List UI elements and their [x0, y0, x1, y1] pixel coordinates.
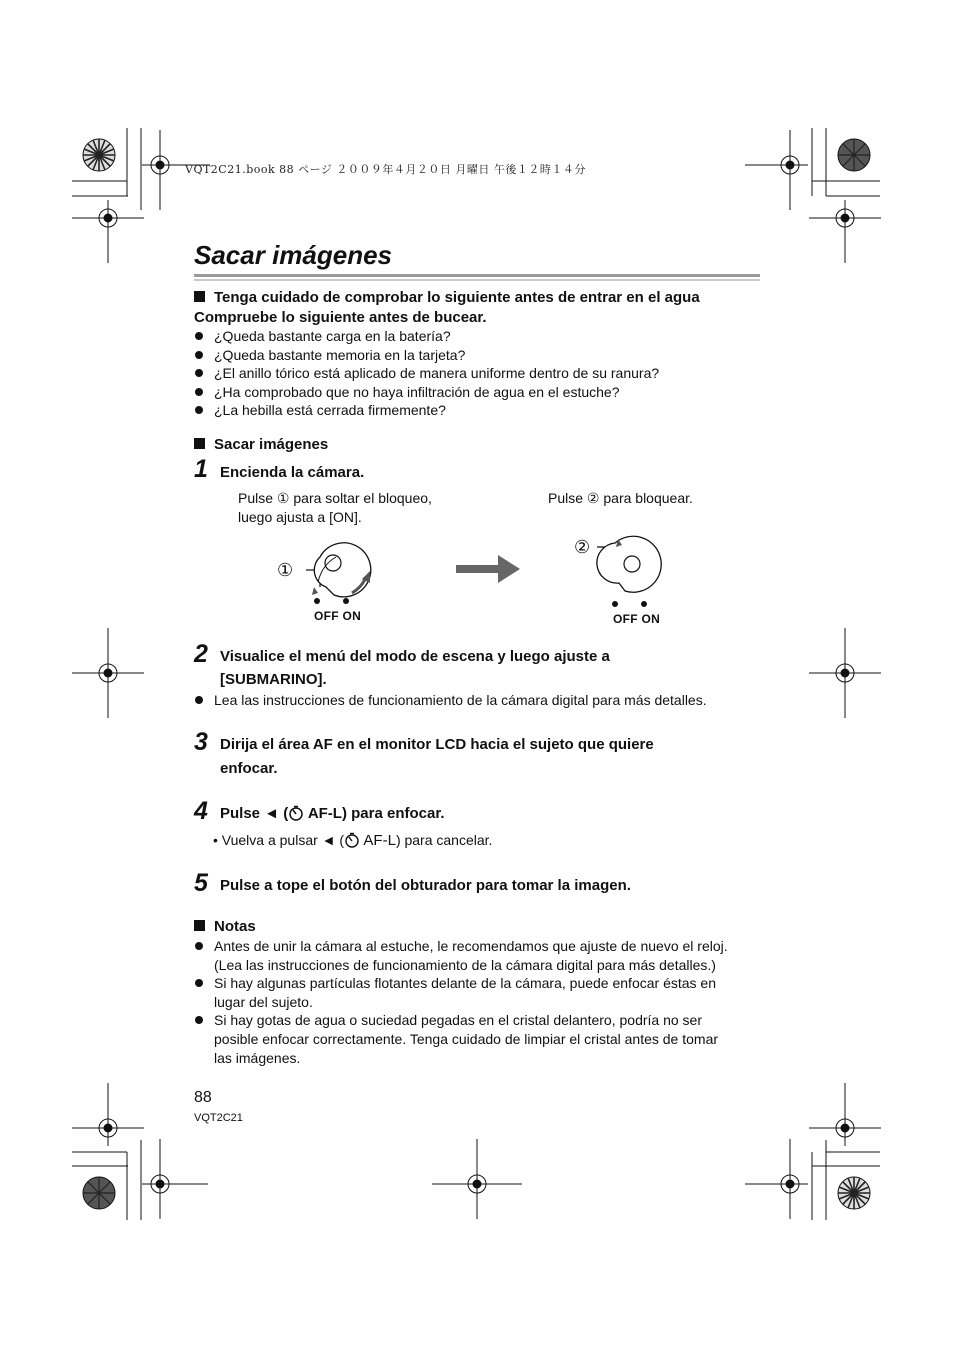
list-item: Si hay algunas partículas flotantes delante de la cámara, puede enfocar éstas en lugar del sujeto. [194, 974, 774, 1011]
bullet-icon [195, 1016, 203, 1024]
square-bullet-icon [194, 438, 205, 449]
notes-heading: Notas [194, 917, 256, 937]
step-5-text: Pulse a tope el botón del obturador para tomar la imagen. [220, 877, 631, 894]
step-3-text: Dirija el área AF en el monitor LCD hacia el sujeto que quiere enfocar. [220, 736, 654, 777]
list-item: ¿Queda bastante carga en la batería? [194, 327, 774, 346]
switch-dots-left [310, 596, 360, 606]
title-rule-light [194, 279, 760, 281]
step-1-number: 1 [194, 455, 208, 483]
switch-label-left: OFF ON [314, 609, 362, 623]
bullet-icon [195, 406, 203, 414]
step-5-number: 5 [194, 869, 208, 897]
right-arrow-icon [456, 555, 522, 585]
document-code: VQT2C21 [194, 1112, 243, 1124]
step-2-number: 2 [194, 640, 208, 668]
running-head: VQT2C21.book 88 ページ ２００９年４月２０日 月曜日 午後１２時１４分 [185, 163, 586, 176]
bullet-icon [195, 942, 203, 950]
list-item: ¿Queda bastante memoria en la tarjeta? [194, 346, 774, 365]
marker-2: ② [574, 537, 591, 557]
bullet-icon [195, 332, 203, 340]
list-item: ¿El anillo tórico está aplicado de manera uniforme dentro de su ranura? [194, 364, 774, 383]
marker-1: ① [277, 560, 294, 580]
dial-lock-illustration [595, 535, 665, 595]
title-rule [194, 274, 760, 277]
page-number: 88 [194, 1089, 212, 1106]
step-3-number: 3 [194, 728, 208, 756]
list-item: Antes de unir la cámara al estuche, le recomendamos que ajuste de nuevo el reloj. (Lea las instrucciones de funcionamiento de la cámara digital para más detalles.) [194, 937, 774, 974]
square-bullet-icon [194, 920, 205, 931]
list-item: ¿Ha comprobado que no haya infiltración de agua en el estuche? [194, 383, 774, 402]
step-2-text: Visualice el menú del modo de escena y luego ajuste a [SUBMARINO]. [220, 648, 610, 688]
bullet-icon [195, 369, 203, 377]
list-item: Si hay gotas de agua o suciedad pegadas en el cristal delantero, podría no ser posible enfocar correctamente. Tenga cuidado de limpiar el cristal antes de tomar las imágenes. [194, 1011, 774, 1067]
step-4-note: • Vuelva a pulsar ◄ ( AF-L) para cancelar. [213, 832, 493, 849]
notes-list [194, 937, 774, 1067]
bullet-icon [195, 351, 203, 359]
bullet-icon [195, 696, 203, 704]
step-1-caption-left: Pulse ① para soltar el bloqueo, luego ajusta a [ON]. [238, 490, 432, 525]
list-item: Lea las instrucciones de funcionamiento de la cámara digital para más detalles. [194, 691, 774, 710]
step-1-caption-right: Pulse ② para bloquear. [548, 490, 693, 506]
square-bullet-icon [194, 291, 205, 302]
bullet-icon [195, 388, 203, 396]
step-4-text: Pulse ◄ ( AF-L) para enfocar. [220, 805, 445, 822]
step-4-number: 4 [194, 797, 208, 825]
list-item: ¿La hebilla está cerrada firmemente? [194, 401, 774, 420]
bullet-icon [195, 979, 203, 987]
switch-label-right: OFF ON [613, 612, 661, 626]
section-heading-sacar: Sacar imágenes [194, 435, 328, 455]
precheck-heading: Tenga cuidado de comprobar lo siguiente antes de entrar en el agua Compruebe lo siguiente antes de bucear. [194, 289, 700, 326]
step-2-notes [194, 691, 774, 710]
step-1-text: Encienda la cámara. [220, 464, 365, 481]
self-timer-icon [344, 832, 360, 848]
page-title: Sacar imágenes [194, 240, 393, 270]
precheck-list [194, 327, 774, 420]
self-timer-icon [288, 805, 304, 821]
switch-dots-right [608, 599, 658, 609]
